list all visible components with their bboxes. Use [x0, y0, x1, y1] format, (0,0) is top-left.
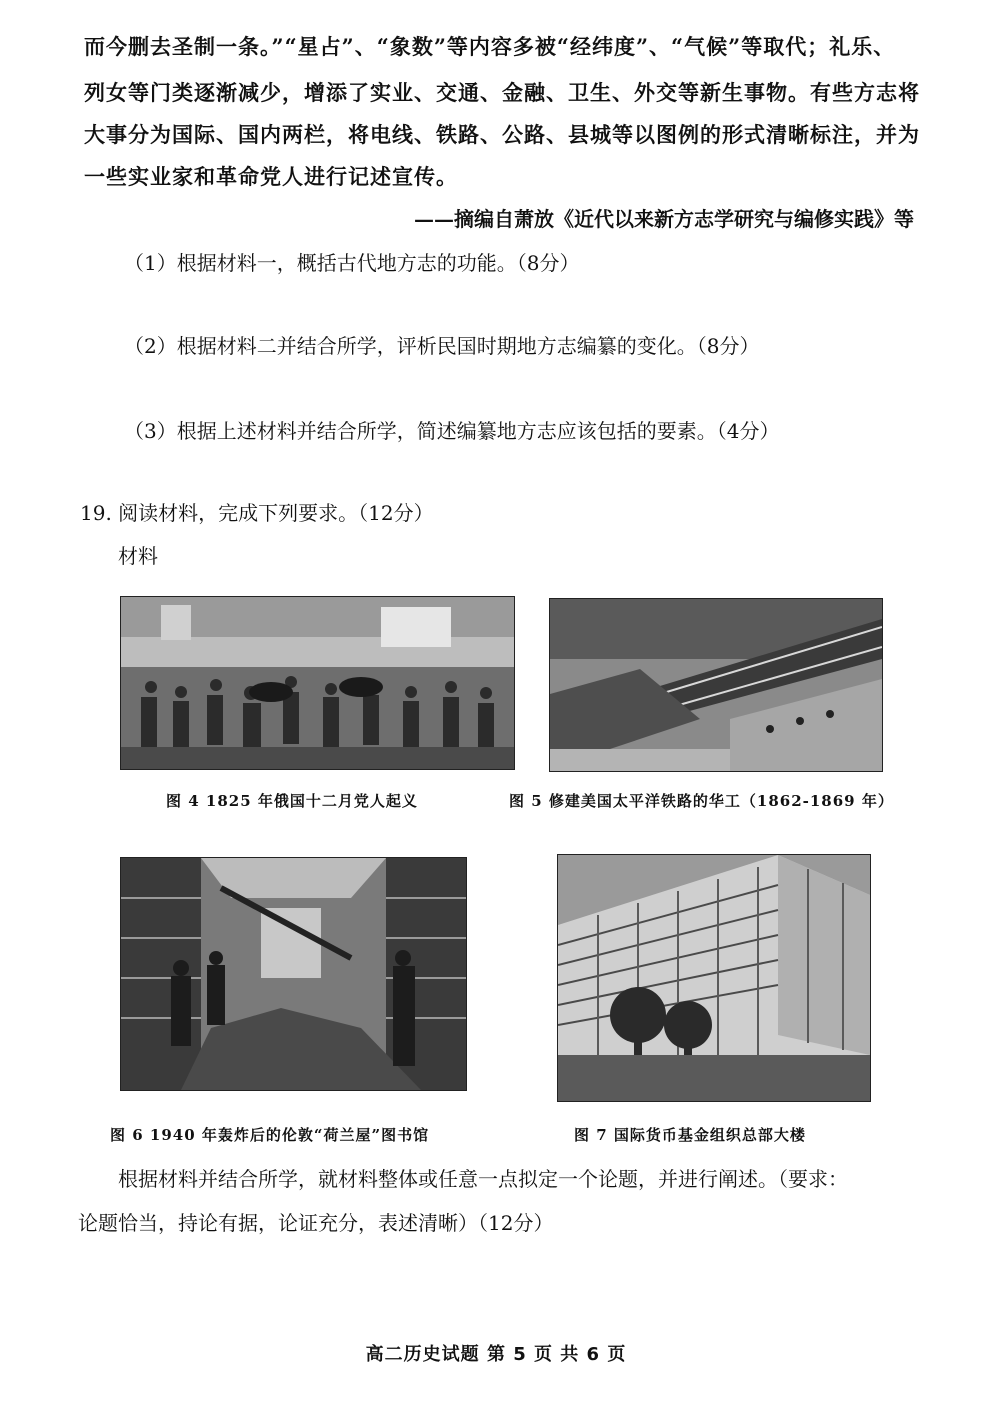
figure-6-caption: 图 6 1940 年轰炸后的伦敦“荷兰屋”图书馆: [110, 1126, 430, 1144]
bombed-library-photo: [120, 857, 467, 1091]
question-18-3: （3）根据上述材料并结合所学，简述编纂地方志应该包括的要素。（4分）: [124, 419, 780, 443]
task-line-2: 论题恰当，持论有据，论证充分，表述清晰）（12分）: [78, 1211, 554, 1235]
figure-7-caption: 图 7 国际货币基金组织总部大楼: [574, 1126, 806, 1144]
figure-4-caption: 图 4 1825 年俄国十二月党人起义: [166, 792, 418, 810]
crowd-scene-photo: [120, 596, 515, 770]
question-18-1: （1）根据材料一，概括古代地方志的功能。（8分）: [124, 251, 580, 275]
task-line-1: 根据材料并结合所学，就材料整体或任意一点拟定一个论题，并进行阐述。（要求：: [118, 1167, 848, 1191]
passage-line: 列女等门类逐渐减少，增添了实业、交通、金融、卫生、外交等新生事物。有些方志将: [84, 80, 920, 105]
passage-line: 大事分为国际、国内两栏，将电线、铁路、公路、县城等以图例的形式清晰标注，并为: [84, 122, 920, 147]
passage-line: 一些实业家和革命党人进行记述宣传。: [84, 164, 458, 189]
material-label: 材料: [118, 544, 158, 568]
passage-source: ——摘编自萧放《近代以来新方志学研究与编修实践》等: [414, 207, 914, 231]
page-footer: 高二历史试题 第 5 页 共 6 页: [365, 1344, 627, 1365]
railway-construction-photo: [549, 598, 883, 772]
question-19-heading: 19. 阅读材料，完成下列要求。（12分）: [80, 501, 434, 525]
office-building-photo: [557, 854, 871, 1102]
figure-5-caption: 图 5 修建美国太平洋铁路的华工（1862-1869 年）: [509, 792, 894, 810]
passage-line: 而今删去圣制一条。”“星占”、“象数”等内容多被“经纬度”、“气候”等取代；礼乐、: [84, 34, 896, 59]
question-18-2: （2）根据材料二并结合所学，评析民国时期地方志编纂的变化。（8分）: [124, 334, 760, 358]
